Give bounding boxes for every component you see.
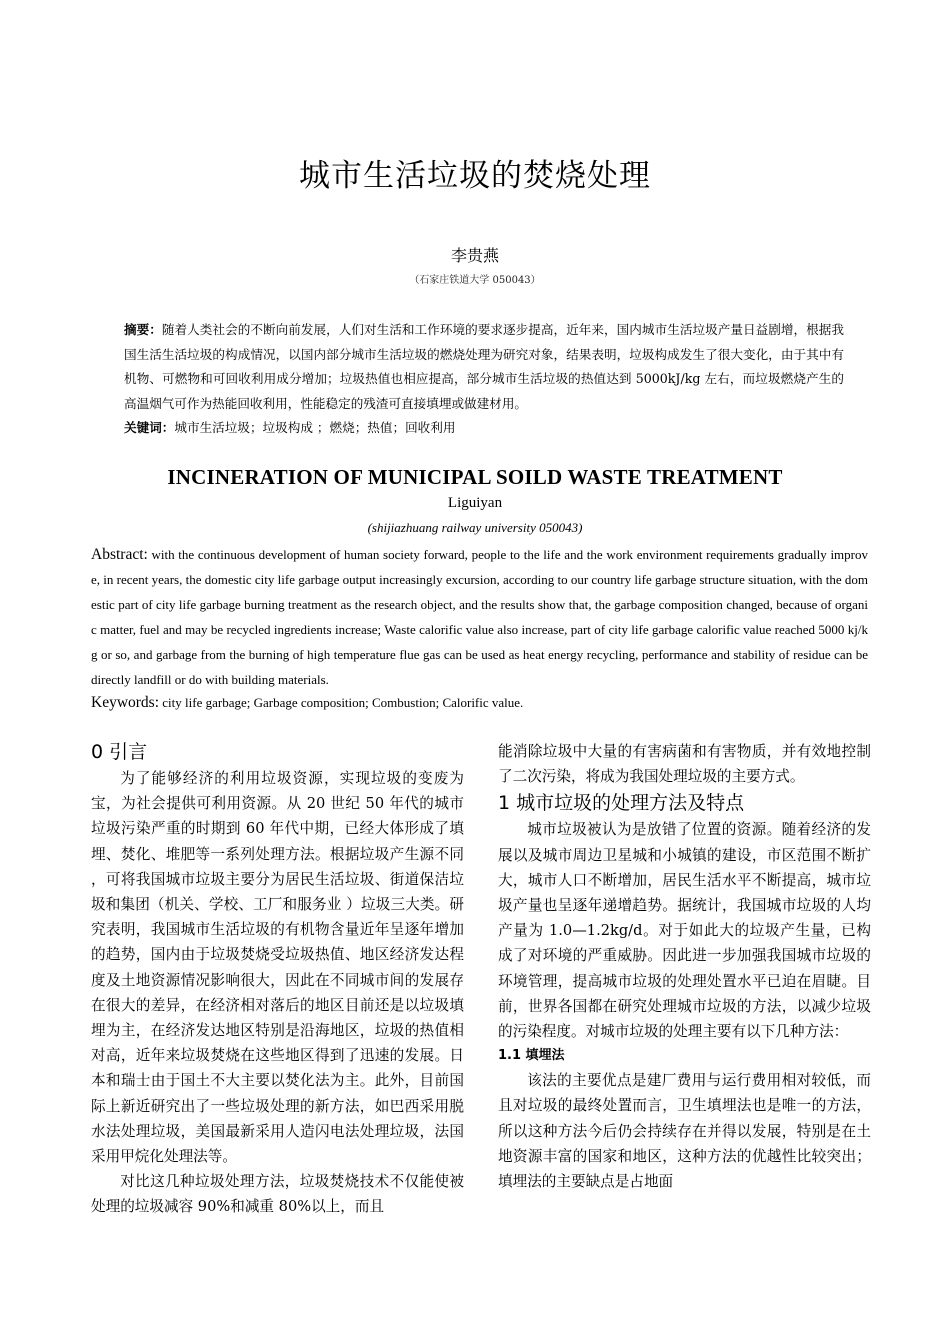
- english-title: INCINERATION OF MUNICIPAL SOILD WASTE TREATMENT: [167, 465, 783, 489]
- keywords-english: [91, 690, 868, 715]
- abstract-en-label: Abstract:: [91, 546, 148, 563]
- section-heading-intro: 0 引言: [91, 741, 148, 763]
- abstract-en-text: with the continuous development of human society forward, people to the life and the work environment requirements gradually improve, in recent years, the domestic city life garbage output increasingly excursion, according to our country life garbage structure situation, with the domestic part of city life garbage burning treatment as the research object, and the results show that, the garbage composition changed, because of organic matter, fuel and may be recycled ingredients increase; Waste calorific value also increase, part of city life garbage calorific value reached 5000 kj/kg or so, and garbage from the burning of high temperature flue gas can be used as heat energy recycling, performance and stability of residue can be directly landfill or do with building materials.: [91, 547, 868, 687]
- paper-title: 城市生活垃圾的焚烧处理: [299, 158, 651, 194]
- subsection-heading-landfill: 1.1 填埋法: [498, 1048, 565, 1064]
- paragraph: 该法的主要优点是建厂费用与运行费用相对较低，而且对垃圾的最终处置而言，卫生填埋法也是唯一的方法，所以这种方法今后仍会持续存在并得以发展，特别是在土地资源丰富的国家和地区，这种方法的优越性比较突出；填埋法的主要缺点是占地面: [498, 1072, 871, 1191]
- paragraph: 为了能够经济的利用垃圾资源，实现垃圾的变废为宝，为社会提供可利用资源。从 20 世纪 50 年代的城市垃圾污染严重的时期到 60 年代中期，已经大体形成了填埋、焚化、堆肥等一系列处理方法。根据垃圾产生源不同 ，可将我国城市垃圾主要分为居民生活垃圾、街道保洁垃圾和集团（机关、学校、工厂和服务业 ）垃圾三大类。研究表明，我国城市生活垃圾的有机物含量近年呈逐年增加的趋势，国内由于垃圾焚烧受垃圾热值、地区经济发达程度及土地资源情况影响很大，因此在不同城市间的发展存在很大的差异，在经济相对落后的地区目前还是以垃圾填埋为主，在经济发达地区特别是沿海地区，垃圾的热值相对高，近年来垃圾焚烧在这些地区得到了迅速的发展。日本和瑞士由于国土不大主要以焚化法为主。此外，目前国际上新近研究出了一些垃圾处理的新方法，如巴西采用脱水法处理垃圾，美国最新采用人造闪电法处理垃圾，法国采用甲烷化处理法等。: [91, 770, 464, 1166]
- keywords-en-label: Keywords:: [91, 694, 160, 711]
- right-column: [498, 739, 871, 1194]
- abstract-english: [91, 542, 868, 692]
- keywords-chinese: [124, 416, 844, 441]
- left-column: [91, 738, 464, 1220]
- keywords-text: 城市生活垃圾；垃圾构成 ；燃烧；热值；回收利用: [174, 420, 456, 435]
- paragraph: 能消除垃圾中大量的有害病菌和有害物质，并有效地控制了二次污染，将成为我国处理垃圾的主要方式。: [498, 743, 871, 786]
- paragraph: 城市垃圾被认为是放错了位置的资源。随着经济的发展以及城市周边卫星城和小城镇的建设，市区范围不断扩大，城市人口不断增加，居民生活水平不断提高，城市垃圾产量也呈逐年递增趋势。据统计，我国城市垃圾的人均产量为 1.0—1.2kg/d。对于如此大的垃圾产生量，已构成了对环境的严重威胁。因此进一步加强我国城市垃圾的环境管理，提高城市垃圾的处理处置水平已迫在眉睫。目前，世界各国都在研究处理城市垃圾的方法，以减少垃圾的污染程度。对城市垃圾的处理主要有以下几种方法：: [498, 821, 871, 1041]
- author-affiliation: （石家庄铁道大学 050043）: [409, 275, 541, 286]
- section-heading-methods: 1 城市垃圾的处理方法及特点: [498, 792, 745, 815]
- abstract-label: 摘要：: [124, 322, 162, 337]
- paragraph: 对比这几种垃圾处理方法，垃圾焚烧技术不仅能使被处理的垃圾减容 90%和减重 80%以上，而且: [91, 1173, 464, 1216]
- abstract-chinese: [124, 318, 844, 416]
- english-affiliation: (shijiazhuang railway university 050043): [367, 520, 583, 535]
- abstract-text: 随着人类社会的不断向前发展，人们对生活和工作环境的要求逐步提高，近年来，国内城市生活垃圾产量日益剧增，根据我国生活生活垃圾的构成情况，以国内部分城市生活垃圾的燃烧处理为研究对象，结果表明，垃圾构成发生了很大变化，由于其中有机物、可燃物和可回收利用成分增加；垃圾热值也相应提高，部分城市生活垃圾的热值达到 5000kJ/kg 左右，而垃圾燃烧产生的高温烟气可作为热能回收利用，性能稳定的残渣可直接填埋或做建材用。: [124, 322, 845, 411]
- author-name: 李贵燕: [450, 246, 499, 265]
- keywords-label: 关键词：: [124, 420, 175, 435]
- english-author: Liguiyan: [447, 495, 503, 511]
- keywords-en-text: city life garbage; Garbage composition; Combustion; Calorific value.: [159, 695, 524, 710]
